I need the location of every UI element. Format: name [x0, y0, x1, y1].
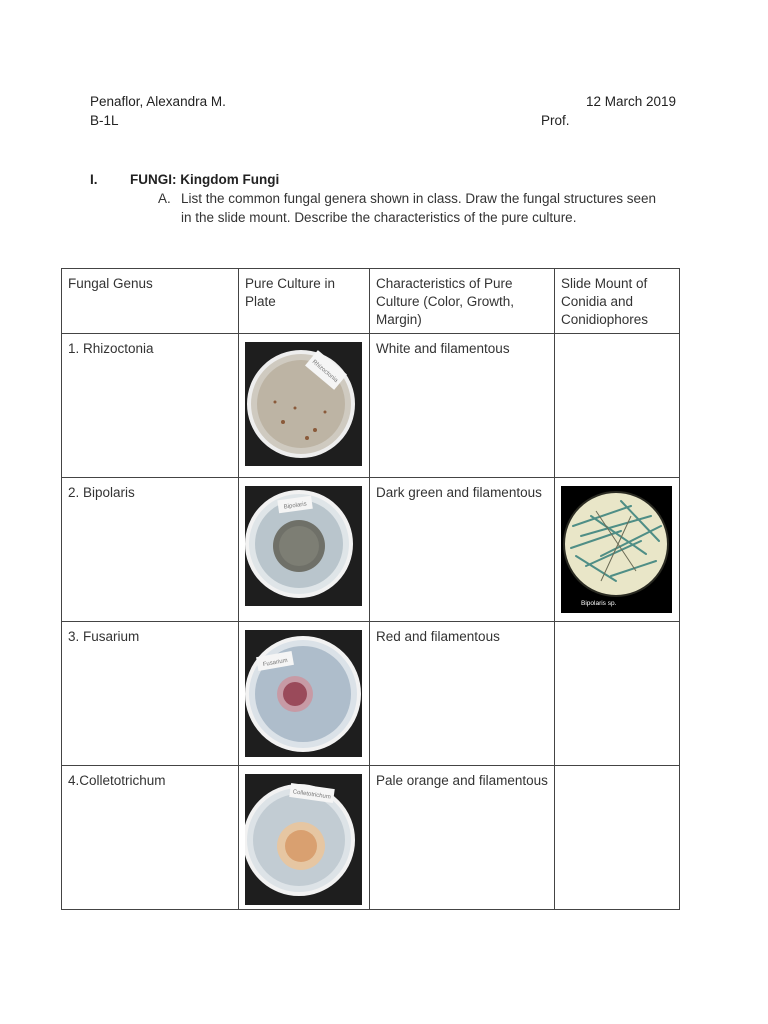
plate-cell: [239, 334, 370, 478]
plate-label: Colletotrichum: [292, 789, 332, 801]
table-row: [62, 766, 680, 910]
plate-label: Rhizoctonia: [310, 359, 339, 384]
fungi-table: [61, 268, 680, 910]
genus-cell: 1. Rhizoctonia: [62, 334, 239, 478]
plate-photo: [245, 630, 362, 757]
report-date: 12 March 2019: [585, 94, 676, 109]
micrograph-caption: Bipolaris sp.: [581, 600, 617, 607]
student-name: Penaflor, Alexandra M.: [90, 94, 226, 109]
slide-cell: [555, 478, 680, 622]
characteristics-cell: White and filamentous: [370, 334, 555, 478]
header-slide-mount: Slide Mount of Conidia and Conidiophores: [555, 269, 680, 334]
plate-label: Bipolaris: [283, 501, 308, 511]
table-row: [62, 478, 680, 622]
plate-cell: [239, 622, 370, 766]
table-header-row: [62, 269, 680, 334]
slide-cell: [555, 766, 680, 910]
genus-cell: 2. Bipolaris: [62, 478, 239, 622]
plate-photo: [245, 486, 362, 606]
header-pure-culture: Pure Culture in Plate: [239, 269, 370, 334]
genus-cell: 3. Fusarium: [62, 622, 239, 766]
table-row: [62, 622, 680, 766]
class-section: B-1L: [90, 113, 119, 128]
item-letter: A.: [158, 191, 171, 206]
table-row: [62, 334, 680, 478]
header-characteristics: Characteristics of Pure Culture (Color, Growth, Margin): [370, 269, 555, 334]
section-numeral: I.: [90, 172, 98, 187]
item-instruction-line-2: in the slide mount. Describe the characteristics of the pure culture.: [181, 210, 577, 225]
plate-photo: [245, 774, 362, 905]
genus-cell: 4.Colletotrichum: [62, 766, 239, 910]
plate-cell: [239, 478, 370, 622]
plate-cell: [239, 766, 370, 910]
plate-photo: [245, 342, 362, 466]
plate-label: Fusarium: [262, 657, 289, 669]
section-title: FUNGI: Kingdom Fungi: [130, 172, 280, 187]
item-instruction-line-1: List the common fungal genera shown in class. Draw the fungal structures seen: [181, 191, 656, 206]
professor-label: Prof.: [541, 113, 570, 128]
characteristics-cell: Red and filamentous: [370, 622, 555, 766]
micrograph-photo: [561, 486, 672, 613]
header-fungal-genus: Fungal Genus: [62, 269, 239, 334]
slide-cell: [555, 334, 680, 478]
characteristics-cell: Pale orange and filamentous: [370, 766, 555, 910]
characteristics-cell: Dark green and filamentous: [370, 478, 555, 622]
slide-cell: [555, 622, 680, 766]
